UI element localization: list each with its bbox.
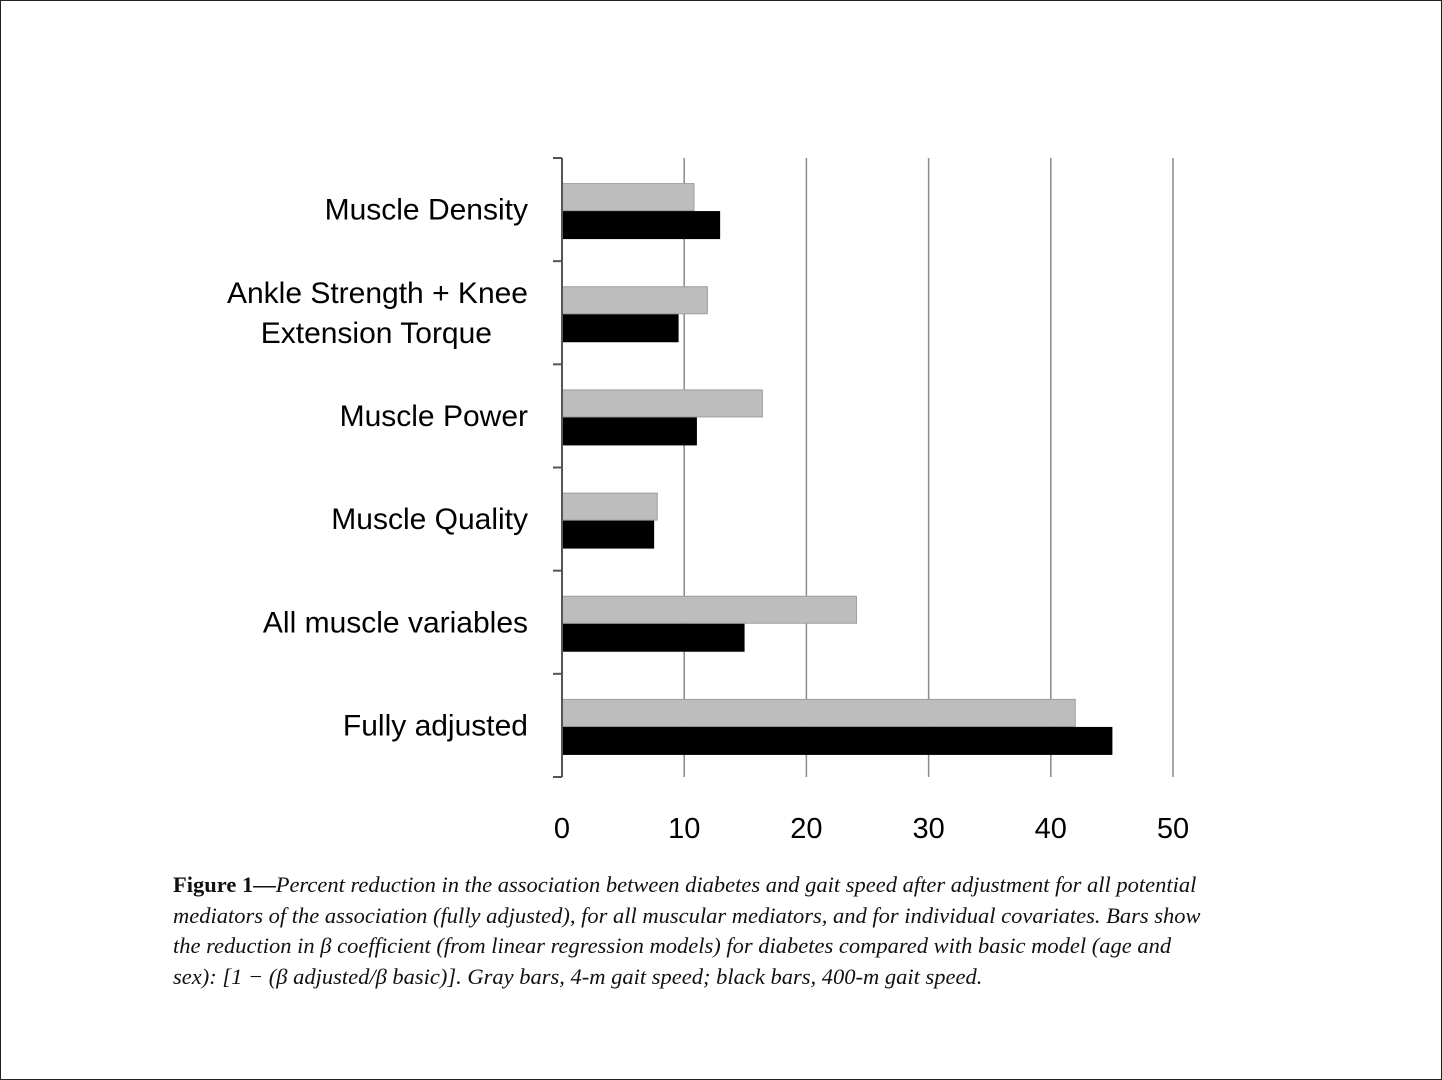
category-label: Ankle Strength + Knee Extension Torque (226, 276, 528, 350)
x-tick-label: 30 (912, 813, 945, 845)
x-tick-label: 10 (668, 813, 701, 845)
figure-caption (173, 870, 1213, 992)
caption-label: Figure 1— (173, 872, 276, 897)
bar (562, 596, 857, 623)
category-label: Muscle Density (324, 193, 528, 227)
bar (562, 521, 654, 548)
bar (562, 212, 720, 239)
bar (562, 699, 1075, 726)
bar (562, 624, 744, 651)
bar (562, 418, 696, 445)
x-tick-label: 40 (1034, 813, 1067, 845)
bar (562, 390, 762, 417)
bars (562, 184, 1112, 755)
category-label: Muscle Quality (331, 503, 528, 537)
bar (562, 727, 1112, 754)
category-labels (227, 194, 528, 743)
x-tick-labels (554, 813, 1189, 845)
x-tick-label: 20 (790, 813, 823, 845)
bar (562, 315, 678, 342)
caption-text: Percent reduction in the association between diabetes and gait speed after adjustment for all potential mediators of the association (fully adjusted), for all muscular mediators, and for individual covariates. Bars show the reduction in β coefficient (from linear regression models) for diabetes compared with basic model (age and sex): [1 − (β adjusted/β basic)]. Gray bars, 4-m gait speed; black bars, 400-m gait speed. (173, 872, 1201, 989)
gridlines (684, 158, 1173, 777)
bar (562, 493, 657, 520)
x-tick-label: 0 (553, 813, 571, 845)
category-label: All muscle variables (262, 606, 528, 640)
x-tick-label: 50 (1156, 813, 1190, 845)
bar (562, 184, 694, 211)
axes (553, 158, 562, 777)
category-label: Muscle Power (339, 399, 528, 433)
category-label: Fully adjusted (342, 709, 528, 743)
bar (562, 287, 707, 314)
